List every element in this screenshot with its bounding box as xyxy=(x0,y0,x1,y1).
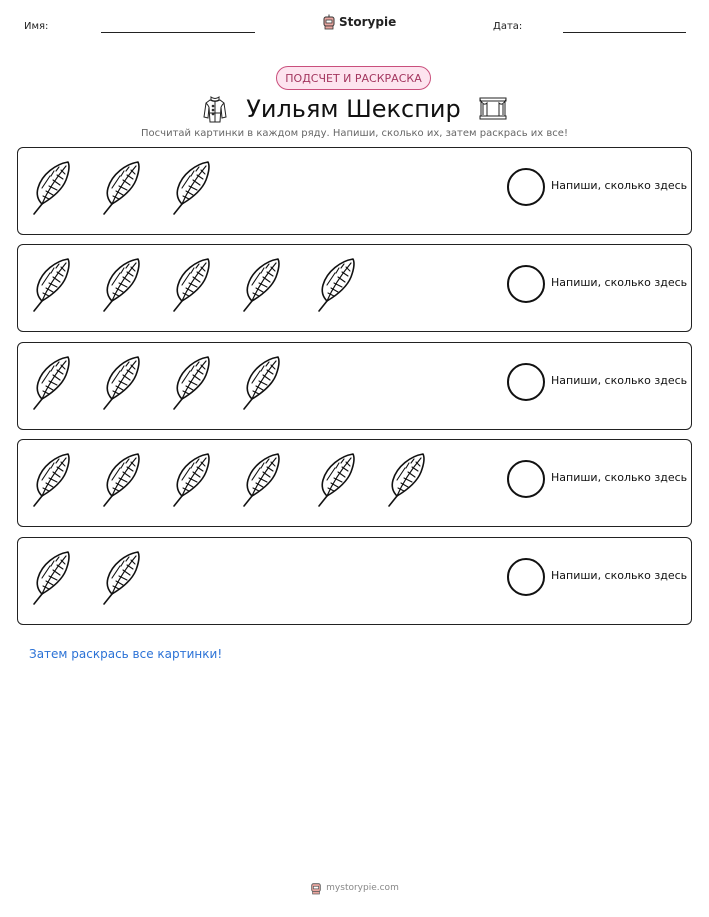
count-row xyxy=(17,342,692,430)
answer-circle[interactable] xyxy=(507,265,545,303)
quill-feather-icon xyxy=(168,353,214,413)
quill-feather-icon xyxy=(98,548,144,608)
write-count-label: Напиши, сколько здесь xyxy=(551,179,688,192)
quill-feather-icon xyxy=(28,450,74,510)
answer-circle[interactable] xyxy=(507,168,545,206)
quill-feather-icon xyxy=(238,255,284,315)
answer-circle[interactable] xyxy=(507,363,545,401)
quill-feather-icon xyxy=(168,255,214,315)
quill-feather-icon xyxy=(98,353,144,413)
name-line xyxy=(101,32,255,33)
quill-feather-icon xyxy=(168,450,214,510)
theater-stage-icon xyxy=(479,97,507,121)
quill-feather-icon xyxy=(28,158,74,218)
write-count-label: Напиши, сколько здесь xyxy=(551,471,688,484)
answer-circle[interactable] xyxy=(507,460,545,498)
activity-tag: ПОДСЧЕТ И РАСКРАСКА xyxy=(276,66,431,90)
footer-site: mystorypie.com xyxy=(326,883,399,893)
quill-feather-icon xyxy=(238,450,284,510)
write-count-label: Напиши, сколько здесь xyxy=(551,276,688,289)
doublet-costume-icon xyxy=(202,95,228,123)
quill-feather-icon xyxy=(98,450,144,510)
quill-feather-icon xyxy=(28,548,74,608)
date-label: Дата: xyxy=(493,21,523,32)
footer xyxy=(0,878,709,898)
quill-feather-icon xyxy=(98,255,144,315)
storypie-mascot-icon xyxy=(310,881,322,895)
name-label: Имя: xyxy=(24,21,49,32)
coloring-note: Затем раскрась все картинки! xyxy=(29,647,223,661)
title-text: Уильям Шекспир xyxy=(246,95,461,123)
count-row xyxy=(17,244,692,332)
instructions: Посчитай картинки в каждом ряду. Напиши, сколько их, затем раскрась их все! xyxy=(141,128,568,139)
write-count-label: Напиши, сколько здесь xyxy=(551,569,688,582)
quill-feather-icon xyxy=(98,158,144,218)
count-row xyxy=(17,537,692,625)
quill-feather-icon xyxy=(313,450,359,510)
worksheet-header xyxy=(0,0,709,44)
quill-feather-icon xyxy=(28,255,74,315)
quill-feather-icon xyxy=(28,353,74,413)
write-count-label: Напиши, сколько здесь xyxy=(551,374,688,387)
count-row xyxy=(17,147,692,235)
quill-feather-icon xyxy=(383,450,429,510)
date-line xyxy=(563,32,686,33)
page-title xyxy=(0,91,709,127)
quill-feather-icon xyxy=(168,158,214,218)
quill-feather-icon xyxy=(238,353,284,413)
quill-feather-icon xyxy=(313,255,359,315)
answer-circle[interactable] xyxy=(507,558,545,596)
storypie-mascot-icon xyxy=(322,14,336,30)
count-row xyxy=(17,439,692,527)
brand-name: Storypie xyxy=(339,15,397,29)
brand-logo xyxy=(322,13,396,31)
